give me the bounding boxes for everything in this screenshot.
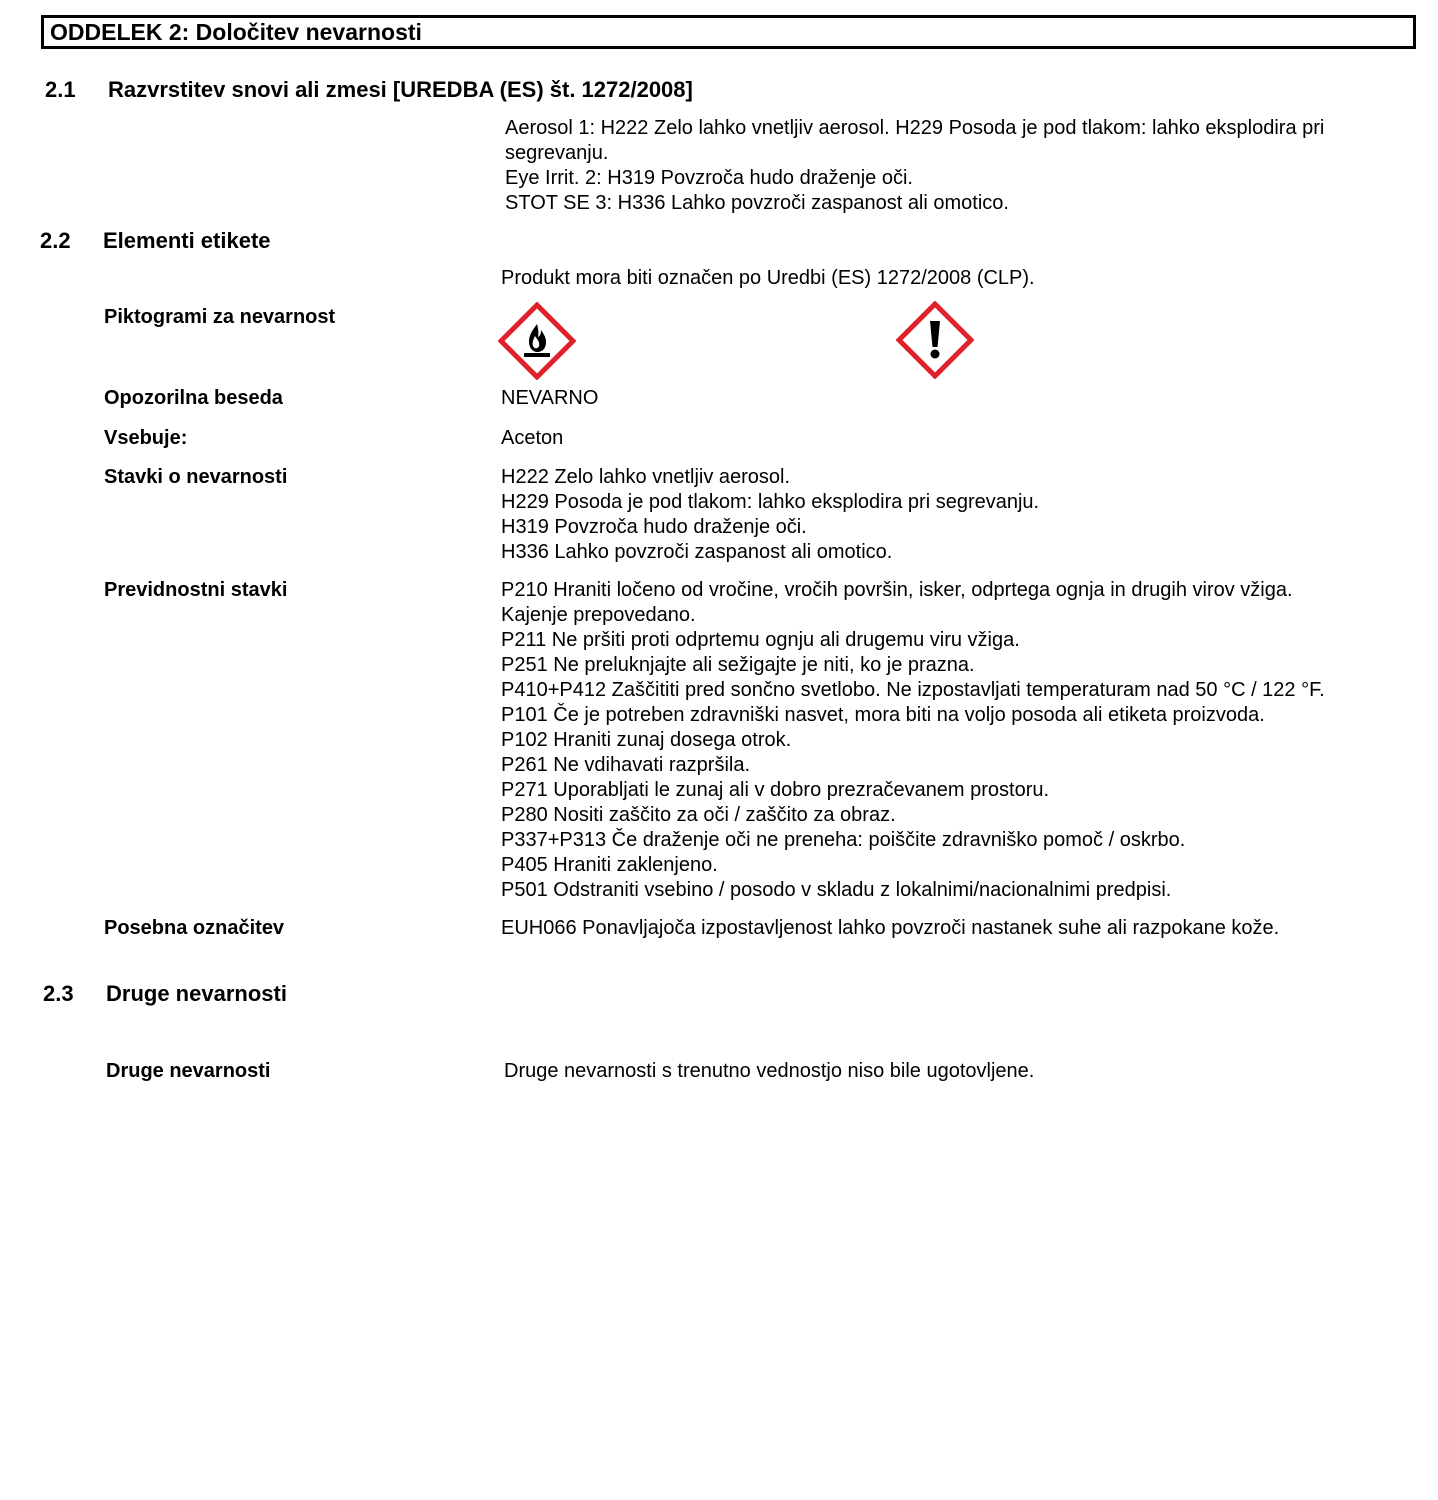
classification-text	[505, 116, 1324, 216]
hazard-statement: H319 Povzroča hudo draženje oči.	[501, 516, 807, 538]
section-header	[41, 15, 1416, 49]
precautionary-statement: P101 Če je potreben zdravniški nasvet, mora biti na voljo posoda ali etiketa proizvoda.	[501, 704, 1265, 726]
subsection-2-1-number: 2.1	[45, 77, 76, 102]
precautionary-statement: P210 Hraniti ločeno od vročine, vročih površin, isker, odprtega ognja in drugih virov vžiga.	[501, 579, 1293, 601]
precautionary-statement: P337+P313 Če draženje oči ne preneha: poiščite zdravniško pomoč / oskrbo.	[501, 829, 1186, 851]
section-title: ODDELEK 2: Določitev nevarnosti	[50, 19, 422, 45]
special-labelling-label: Posebna označitev	[104, 917, 285, 939]
exclamation-mark-icon	[896, 301, 974, 379]
subsection-2-1-title: Razvrstitev snovi ali zmesi [UREDBA (ES) št. 1272/2008]	[108, 77, 693, 102]
precautionary-statement: P102 Hraniti zunaj dosega otrok.	[501, 729, 792, 751]
precautionary-statement: Kajenje prepovedano.	[501, 604, 696, 626]
precautionary-statement: P405 Hraniti zaklenjeno.	[501, 854, 718, 876]
precautionary-statement: P251 Ne preluknjajte ali sežigajte je niti, ko je prazna.	[501, 654, 975, 676]
precautionary-statement: P410+P412 Zaščititi pred sončno svetlobo. Ne izpostavljati temperaturam nad 50 °C / 122 °F.	[501, 679, 1325, 701]
precautionary-statement: P261 Ne vdihavati razpršila.	[501, 754, 751, 776]
hazard-statements-label: Stavki o nevarnosti	[104, 466, 288, 488]
hazard-statement: H222 Zelo lahko vnetljiv aerosol.	[501, 466, 791, 488]
precautionary-statement: P211 Ne pršiti proti odprtemu ognju ali drugemu viru vžiga.	[501, 629, 1020, 651]
subsection-2-3-title: Druge nevarnosti	[106, 981, 287, 1006]
other-hazards-value: Druge nevarnosti s trenutno vednostjo niso bile ugotovljene.	[504, 1060, 1035, 1082]
precautionary-statement: P280 Nositi zaščito za oči / zaščito za obraz.	[501, 804, 896, 826]
signal-word-label: Opozorilna beseda	[104, 387, 283, 409]
classification-line: segrevanju.	[505, 142, 609, 164]
classification-line: STOT SE 3: H336 Lahko povzroči zaspanost ali omotico.	[505, 192, 1009, 214]
other-hazards-label: Druge nevarnosti	[106, 1060, 271, 1082]
precautionary-statements-label: Previdnostni stavki	[104, 579, 288, 601]
hazard-statements	[501, 465, 1039, 565]
precautionary-statement: P501 Odstraniti vsebino / posodo v skladu z lokalnimi/nacionalnimi predpisi.	[501, 879, 1172, 901]
subsection-2-3-number: 2.3	[43, 981, 74, 1006]
signal-word: NEVARNO	[501, 387, 599, 409]
pictograms-label: Piktogrami za nevarnost	[104, 306, 336, 328]
precautionary-statement: P271 Uporabljati le zunaj ali v dobro prezračevanem prostoru.	[501, 779, 1050, 801]
classification-line: Eye Irrit. 2: H319 Povzroča hudo draženje oči.	[505, 167, 913, 189]
hazard-statement: H229 Posoda je pod tlakom: lahko eksplodira pri segrevanju.	[501, 491, 1040, 513]
special-labelling: EUH066 Ponavljajoča izpostavljenost lahko povzroči nastanek suhe ali razpokane kože.	[501, 917, 1280, 939]
flame-icon	[498, 302, 576, 380]
subsection-2-2-title: Elementi etikete	[103, 228, 271, 253]
contains-value: Aceton	[501, 427, 564, 449]
subsection-2-2-number: 2.2	[40, 228, 71, 253]
precautionary-statements	[501, 578, 1325, 903]
clp-intro: Produkt mora biti označen po Uredbi (ES) 1272/2008 (CLP).	[501, 267, 1035, 289]
contains-label: Vsebuje:	[104, 427, 188, 449]
hazard-statement: H336 Lahko povzroči zaspanost ali omotico.	[501, 541, 893, 563]
classification-line: Aerosol 1: H222 Zelo lahko vnetljiv aerosol. H229 Posoda je pod tlakom: lahko eksplodira pri	[505, 117, 1325, 139]
